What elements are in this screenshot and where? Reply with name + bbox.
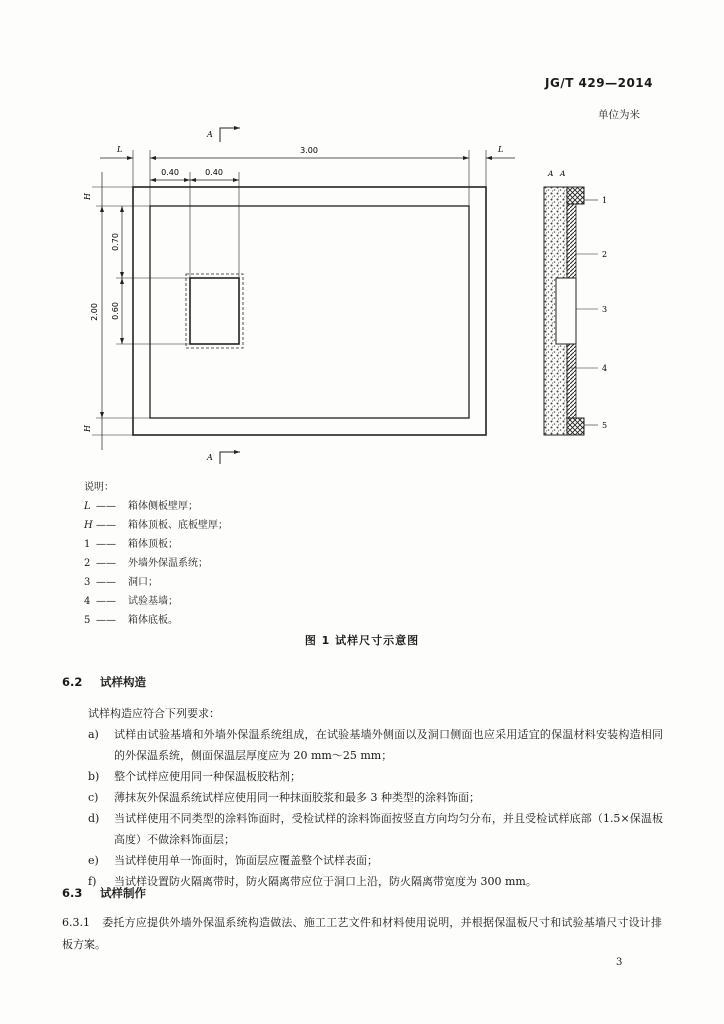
- dim-opening-height: 0.60: [111, 302, 120, 320]
- section-label-a1: A: [548, 169, 554, 178]
- requirement-list: [88, 724, 663, 892]
- section-6-3-heading: 6.3 试样制作: [62, 886, 146, 900]
- dim-symbol-l-left: L: [117, 145, 123, 154]
- list-item: f) 当试样设置防火隔离带时，防火隔离带应位于洞口上沿，防火隔离带宽度为 300 mm。: [88, 875, 537, 888]
- dim-symbol-l-right: L: [498, 145, 504, 154]
- top-plate: [567, 187, 584, 204]
- legend-item: 5 —— 箱体底板。: [84, 615, 178, 626]
- section-mark-top: A: [207, 130, 213, 139]
- callout-4: 4: [602, 364, 608, 373]
- list-item: b) 整个试样应使用同一种保温板胶粘剂；: [88, 770, 301, 783]
- legend-item: L —— 箱体侧板壁厚；: [84, 501, 198, 512]
- box-inner-outline: [150, 206, 469, 418]
- clause-6-3-1: 6.3.1 委托方应提供外墙外保温系统构造做法、施工工艺文件和材料使用说明，并根据保温板尺寸和试验基墙尺寸设计排板方案。: [62, 916, 662, 951]
- dim-symbol-h-bottom: H: [83, 425, 92, 432]
- sample-dimension-figure: [70, 120, 630, 470]
- legend-title: 说明：: [84, 482, 114, 493]
- figure-legend: [84, 478, 228, 630]
- dim-width-total: 3.00: [300, 146, 318, 155]
- list-item: a) 试样由试验基墙和外墙外保温系统组成，在试验基墙外侧面以及洞口侧面也应采用适宜的保温材料安装构造相同的外保温系统，侧面保温层厚度应为 20 mm～25 mm；: [88, 728, 663, 762]
- page-number: 3: [616, 957, 623, 968]
- dim-opening-width: 0.40: [205, 168, 223, 177]
- list-item: d) 当试样使用不同类型的涂料饰面时，受检试样的涂料饰面按竖直方向均匀分布，并且受检试样底部（1.5×保温板高度）不做涂料饰面层；: [88, 812, 663, 846]
- dim-opening-offset: 0.40: [161, 168, 179, 177]
- section-label-a2: A: [560, 169, 566, 178]
- opening: [190, 278, 239, 344]
- dim-symbol-h-top: H: [83, 193, 92, 200]
- section-view: [544, 169, 607, 435]
- standard-code: JG/T 429—2014: [545, 76, 654, 90]
- unit-note: 单位为米: [598, 109, 640, 121]
- legend-item: H —— 箱体顶板、底板壁厚；: [84, 520, 228, 531]
- callout-3: 3: [602, 305, 608, 314]
- legend-item: 3 —— 洞口；: [84, 577, 158, 588]
- bottom-plate: [567, 418, 584, 435]
- section-6-2-intro: 试样构造应符合下列要求：: [88, 707, 220, 720]
- section-mark-bottom: A: [207, 453, 213, 462]
- callout-2: 2: [602, 250, 608, 259]
- dim-opening-top: 0.70: [111, 233, 120, 251]
- list-item: c) 薄抹灰外保温系统试样应使用同一种抹面胶浆和最多 3 种类型的涂料饰面；: [88, 791, 480, 804]
- section-6-2-heading: 6.2 试样构造: [62, 675, 146, 689]
- callout-5: 5: [602, 421, 608, 430]
- dim-height-total: 2.00: [90, 303, 99, 321]
- legend-item: 4 —— 试验基墙；: [84, 596, 178, 607]
- figure-caption: 图 1 试样尺寸示意图: [304, 634, 420, 647]
- section-opening: [556, 278, 576, 344]
- opening-insulation-outline: [186, 274, 243, 348]
- list-item: e) 当试样使用单一饰面时，饰面层应覆盖整个试样表面；: [88, 854, 378, 867]
- legend-item: 1 —— 箱体顶板；: [84, 539, 178, 550]
- legend-item: 2 —— 外墙外保温系统；: [84, 558, 208, 569]
- callout-1: 1: [602, 196, 608, 205]
